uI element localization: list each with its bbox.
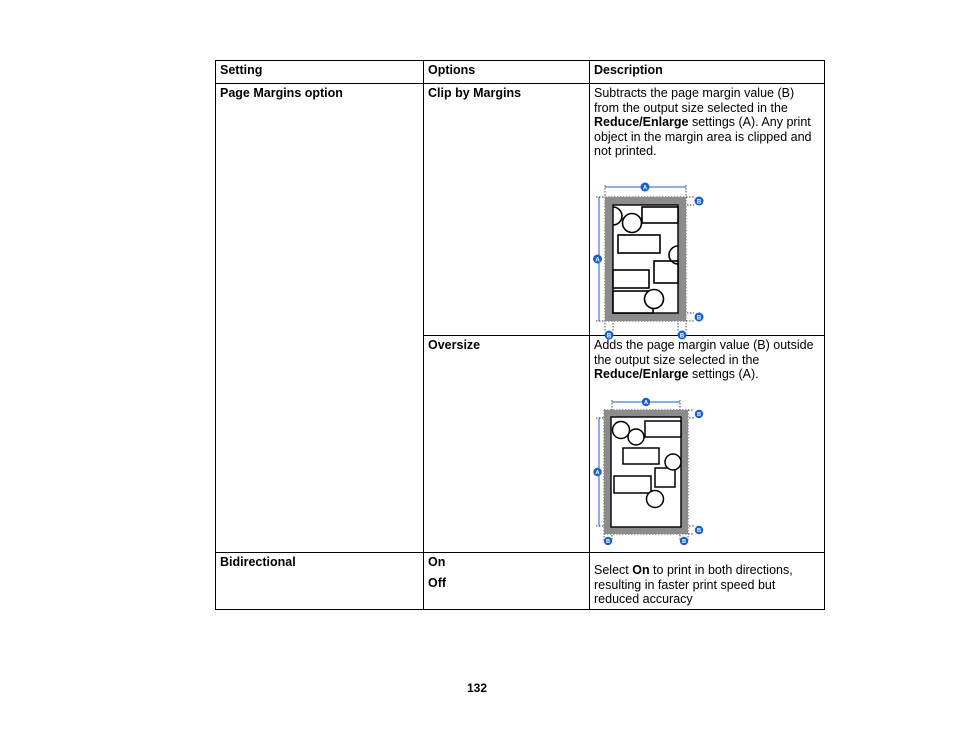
dimension-a-top	[641, 182, 650, 191]
table-row-bidirectional	[216, 552, 825, 609]
option-clip-by-margins: Clip by Margins	[424, 84, 590, 336]
clip-by-margins-diagram	[594, 173, 714, 340]
svg-text:A: A	[643, 399, 649, 406]
setting-page-margins: Page Margins option	[216, 84, 424, 553]
svg-text:A: A	[595, 469, 600, 476]
margin-b-bottom-right	[695, 526, 703, 534]
settings-table	[215, 60, 825, 610]
description-oversize	[590, 335, 825, 552]
description-bidirectional-bold: On	[632, 562, 650, 577]
dimension-a-side	[593, 254, 602, 263]
option-oversize: Oversize	[424, 335, 590, 552]
header-options: Options	[424, 61, 590, 84]
header-setting: Setting	[216, 61, 424, 84]
table-row-clip	[216, 84, 825, 336]
svg-text:B: B	[696, 199, 702, 206]
description-oversize-text	[594, 338, 820, 382]
description-bidirectional-part2: to print in both directions, resulting in faster print speed but reduced accuracy	[594, 562, 793, 607]
margin-b-bottom-right-2	[680, 537, 688, 545]
svg-text:B: B	[696, 411, 702, 418]
header-description: Description	[590, 61, 825, 84]
svg-text:A: A	[595, 257, 600, 264]
svg-text:B: B	[605, 538, 611, 545]
svg-text:B: B	[606, 333, 612, 340]
svg-text:A: A	[642, 185, 648, 192]
description-bidirectional-text	[594, 563, 820, 607]
description-oversize-part2: settings (A).	[688, 367, 759, 382]
description-clip	[590, 84, 825, 340]
margin-b-top-right	[695, 196, 704, 205]
oversize-diagram	[594, 396, 714, 546]
option-on: On	[428, 554, 446, 569]
description-clip-bold: Reduce/Enlarge	[594, 115, 689, 130]
description-bidirectional-part1: Select	[594, 562, 633, 577]
description-clip-part2: settings (A). Any print object in the margin area is clipped and not printed.	[594, 115, 812, 159]
margin-b-top-right	[695, 410, 703, 418]
dimension-a-side	[593, 468, 601, 476]
svg-text:B: B	[679, 333, 685, 340]
table-header-row	[216, 61, 825, 84]
description-oversize-part1: Adds the page margin value (B) outside the output size selected in the	[594, 337, 814, 367]
options-bidirectional	[424, 552, 590, 609]
setting-bidirectional: Bidirectional	[216, 552, 424, 609]
description-clip-part1: Subtracts the page margin value (B) from the output size selected in the	[594, 86, 795, 115]
description-bidirectional	[590, 552, 825, 609]
svg-text:B: B	[696, 527, 702, 534]
dimension-a-top	[642, 398, 650, 406]
margin-b-bottom-left	[604, 537, 612, 545]
description-oversize-bold: Reduce/Enlarge	[594, 367, 689, 382]
page-number: 132	[466, 681, 488, 695]
svg-text:B: B	[696, 315, 702, 322]
svg-text:B: B	[681, 538, 687, 545]
margin-b-bottom-right	[695, 312, 704, 321]
option-off: Off	[428, 575, 447, 590]
description-clip-text	[594, 86, 820, 159]
